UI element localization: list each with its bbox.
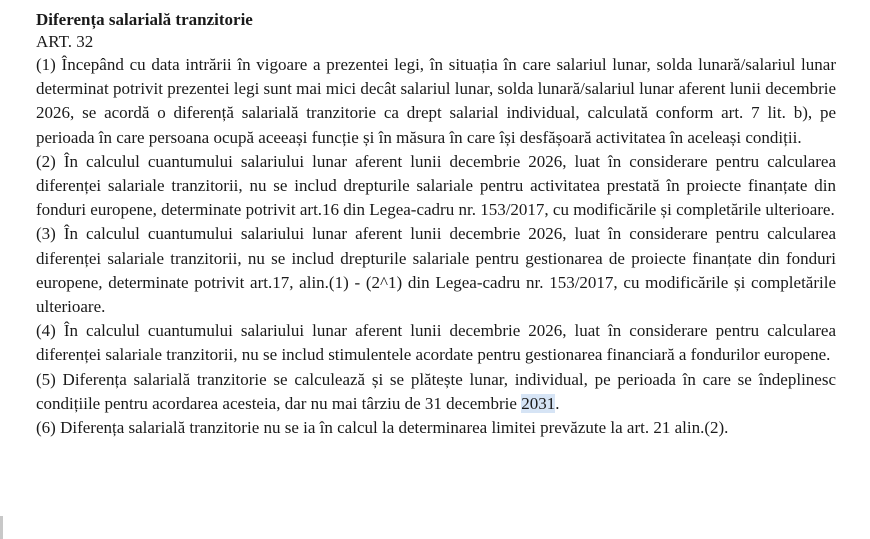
- section-title: Diferența salarială tranzitorie: [36, 10, 253, 29]
- document-body: [36, 9, 836, 440]
- paragraph-2[interactable]: (2) În calculul cuantumului salariului lunar aferent lunii decembrie 2026, luat în considerare pentru calcularea diferenței salariale tranzitorii, nu se includ drepturile salariale pentru activitatea prestată în proiecte finanțate din fonduri europene, determinate potrivit art.16 din Legea-cadru nr. 153/2017, cu modificările și completările ulterioare.: [36, 151, 836, 220]
- paragraph-1[interactable]: (1) Începând cu data intrării în vigoare a prezentei legi, în situația în care salariul lunar, solda lunară/salariul lunar determinat potrivit prezentei legi sunt mai mici decât salariul lunar, solda lunară/salariul lunar aferent lunii decembrie 2026, se acordă o diferență salarială tranzitorie ca drept salarial individual, calculată conform art. 7 lit. b), pe perioada în care persoana ocupă aceeași funcție și în măsura în care își desfășoară activitatea în aceleași condiții.: [36, 55, 836, 147]
- paragraph-3[interactable]: (3) În calculul cuantumului salariului lunar aferent lunii decembrie 2026, luat în considerare pentru calcularea diferenței salariale tranzitorii, nu se includ drepturile salariale pentru gestionarea de proiecte finanțate din fonduri europene, determinate potrivit art.17, alin.(1) - (2^1) din Legea-cadru nr. 153/2017, cu modificările și completările ulterioare.: [36, 224, 836, 317]
- selected-text[interactable]: 2031: [521, 393, 556, 413]
- article-number: ART. 32: [36, 32, 94, 51]
- paragraph-5-text: (5) Diferența salarială tranzitorie se calculează și se plătește lunar, individual, pe perioada în care se îndeplinesc condițiile pentru acordarea acesteia, dar nu mai târziu de 31 decembrie: [36, 369, 836, 413]
- paragraph-4[interactable]: (4) În calculul cuantumului salariului lunar aferent lunii decembrie 2026, luat în considerare pentru calcularea diferenței salariale tranzitorii, nu se includ stimulentele acordate pentru gestionarea financiară a fondurilor europene.: [36, 321, 836, 365]
- paragraph-5[interactable]: [36, 368, 836, 416]
- paragraph-6[interactable]: (6) Diferența salarială tranzitorie nu se ia în calcul la determinarea limitei prevăzute la art. 21 alin.(2).: [36, 418, 729, 438]
- paragraph-5-end: .: [555, 393, 560, 413]
- left-edge-mark: [0, 516, 3, 539]
